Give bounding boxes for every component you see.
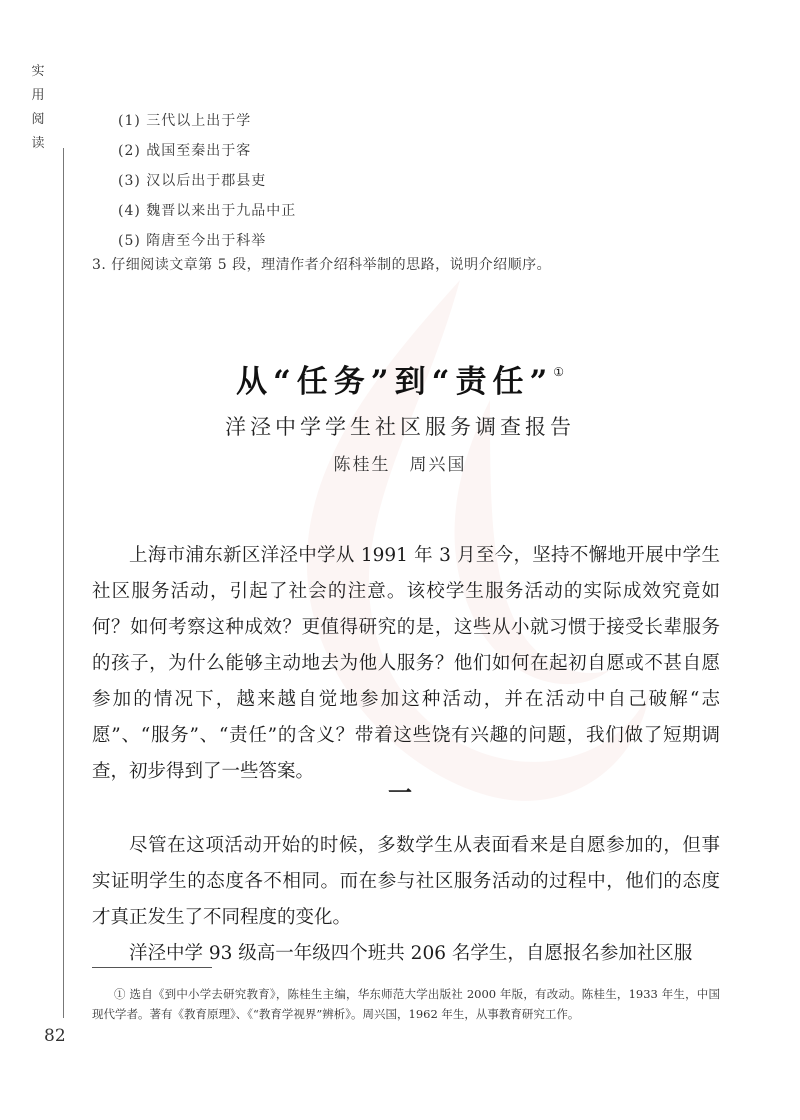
article-title xyxy=(0,356,800,401)
section-side-label xyxy=(28,60,48,156)
question-item-list xyxy=(118,106,296,256)
article-subtitle: 洋泾中学学生社区服务调查报告 xyxy=(225,415,575,439)
side-label-char: 实 xyxy=(31,64,45,79)
question-item: (1) 三代以上出于学 xyxy=(118,113,252,129)
question-item: (3) 汉以后出于郡县吏 xyxy=(118,173,267,189)
page-number: 82 xyxy=(44,1026,66,1046)
side-label-char: 读 xyxy=(31,136,45,151)
article-authors: 陈桂生 周兴国 xyxy=(333,455,467,475)
body-paragraph-3: 洋泾中学 93 级高一年级四个班共 206 名学生，自愿报名参加社区服 xyxy=(129,943,693,964)
body-paragraph-2: 尽管在这项活动开始的时候，多数学生从表面看来是自愿参加的，但事实证明学生的态度各不相同。而在参与社区服务活动的过程中，他们的态度才真正发生了不同程度的变化。 xyxy=(92,835,720,928)
question-item: (4) 魏晋以来出于九品中正 xyxy=(118,203,297,219)
section-number: 一 xyxy=(388,778,412,807)
question-3: 3. 仔细阅读文章第 5 段，理清作者介绍科举制的思路，说明介绍顺序。 xyxy=(92,257,552,273)
footnote-mark: ① xyxy=(553,365,565,379)
footnote-text: ① 选自《到中小学去研究教育》，陈桂生主编，华东师范大学出版社 2000 年版，有改动。陈桂生，1933 年生，中国现代学者。著有《教育原理》、《“教育学视界”辨析》。周兴国，1962 年生，从事教育研究工作。 xyxy=(92,987,720,1021)
side-label-char: 阅 xyxy=(31,112,45,127)
question-item: (5) 隋唐至今出于科举 xyxy=(118,233,267,249)
side-vertical-rule xyxy=(63,148,64,1018)
footnote-separator xyxy=(92,967,212,968)
body-paragraph-1: 上海市浦东新区洋泾中学从 1991 年 3 月至今，坚持不懈地开展中学生社区服务活动，引起了社会的注意。该校学生服务活动的实际成效究竟如何？如何考察这种成效？更值得研究的是，这些从小就习惯于接受长辈服务的孩子，为什么能够主动地去为他人服务？他们如何在起初自愿或不甚自愿参加的情况下，越来越自觉地参加这种活动，并在活动中自己破解“志愿”、“服务”、“责任”的含义？带着这些饶有兴趣的问题，我们做了短期调查，初步得到了一些答案。 xyxy=(92,545,720,782)
article-title-text: 从“任务”到“责任” xyxy=(235,364,554,400)
question-item: (2) 战国至秦出于客 xyxy=(118,143,252,159)
side-label-char: 用 xyxy=(31,88,45,103)
